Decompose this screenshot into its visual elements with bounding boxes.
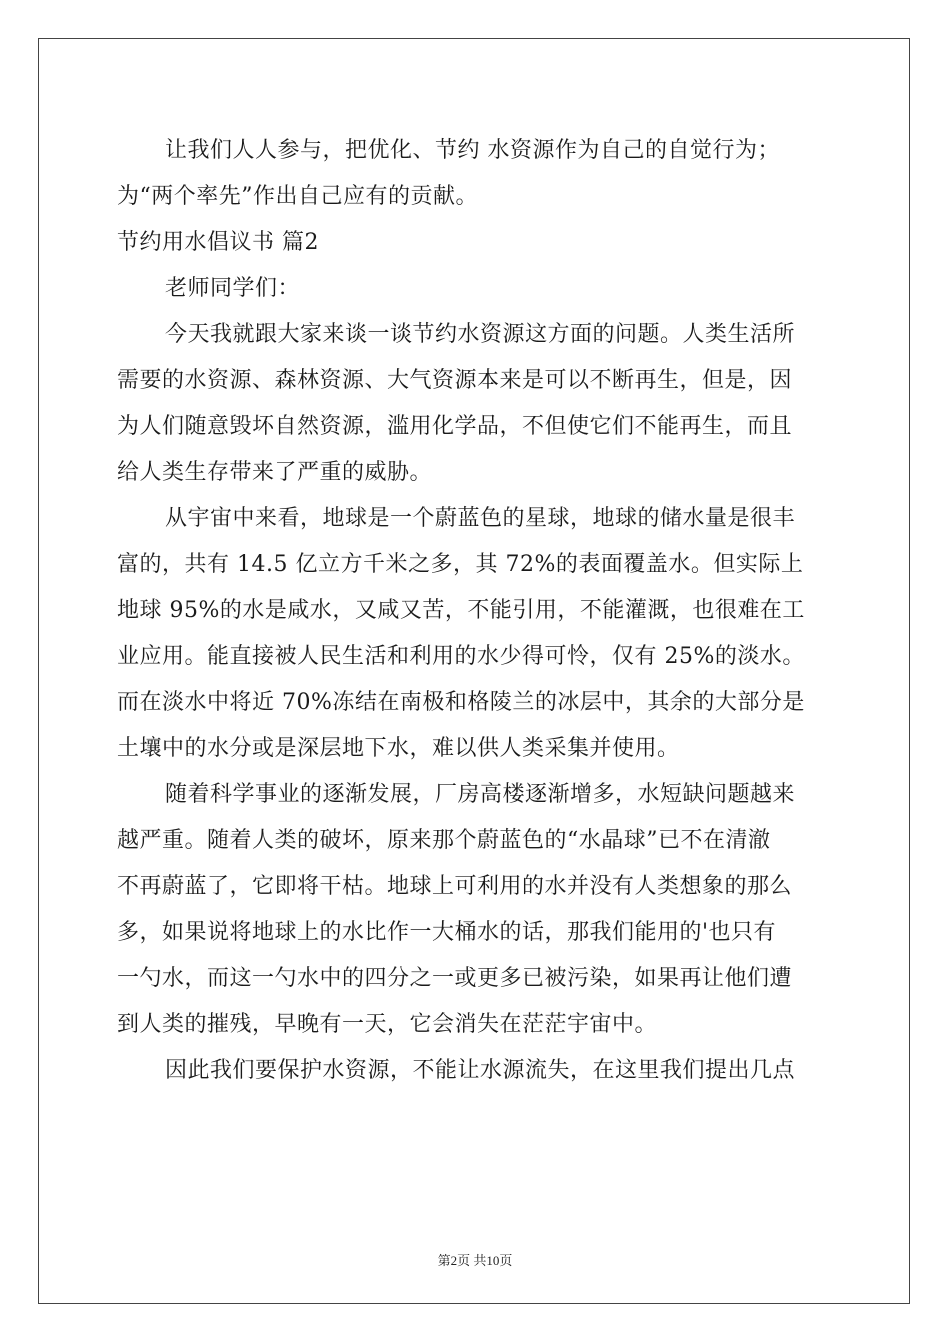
text-line: 为“两个率先”作出自己应有的贡献。	[117, 184, 478, 209]
text-line: 节约用水倡议书 篇2	[117, 230, 319, 255]
text-line: 而在淡水中将近 70%冻结在南极和格陵兰的冰层中，其余的大部分是	[117, 690, 805, 715]
text-line: 今天我就跟大家来谈一谈节约水资源这方面的问题。人类生活所	[165, 322, 796, 347]
para-2	[117, 496, 833, 772]
para-4	[117, 1048, 833, 1094]
text-line: 给人类生存带来了严重的威胁。	[117, 460, 433, 485]
document-body	[117, 128, 833, 1094]
para-intro-end	[117, 128, 833, 220]
text-line: 业应用。能直接被人民生活和利用的水少得可怜，仅有 25%的淡水。	[117, 644, 805, 669]
page-footer: 第2页 共10页	[437, 1253, 513, 1268]
text-line: 老师同学们：	[165, 276, 301, 301]
text-line: 土壤中的水分或是深层地下水，难以供人类采集并使用。	[117, 736, 680, 761]
text-line: 让我们人人参与，把优化、节约 水资源作为自己的自觉行为；	[165, 138, 780, 163]
text-line: 需要的水资源、森林资源、大气资源本来是可以不断再生，但是，因	[117, 368, 793, 393]
text-line: 不再蔚蓝了，它即将干枯。地球上可利用的水并没有人类想象的那么	[117, 874, 793, 899]
text-line: 越严重。随着人类的破坏，原来那个蔚蓝色的“水晶球”已不在清澈	[117, 828, 771, 853]
text-line: 从宇宙中来看，地球是一个蔚蓝色的星球，地球的储水量是很丰	[165, 506, 796, 531]
text-line: 随着科学事业的逐渐发展，厂房高楼逐渐增多，水短缺问题越来	[165, 782, 796, 807]
text-line: 为人们随意毁坏自然资源，滥用化学品，不但使它们不能再生，而且	[117, 414, 793, 439]
text-line: 到人类的摧残，早晚有一天，它会消失在茫茫宇宙中。	[117, 1012, 658, 1037]
text-line: 多，如果说将地球上的水比作一大桶水的话，那我们能用的'也只有	[117, 920, 777, 945]
para-3	[117, 772, 833, 1048]
text-line: 因此我们要保护水资源，不能让水源流失，在这里我们提出几点	[165, 1058, 796, 1083]
text-line: 一勺水，而这一勺水中的四分之一或更多已被污染，如果再让他们遭	[117, 966, 793, 991]
text-line: 富的，共有 14.5 亿立方千米之多，其 72%的表面覆盖水。但实际上	[117, 552, 804, 577]
para-salutation	[117, 266, 833, 312]
para-1	[117, 312, 833, 496]
section-heading	[117, 220, 833, 266]
text-line: 地球 95%的水是咸水，又咸又苦，不能引用，不能灌溉，也很难在工	[117, 598, 805, 623]
